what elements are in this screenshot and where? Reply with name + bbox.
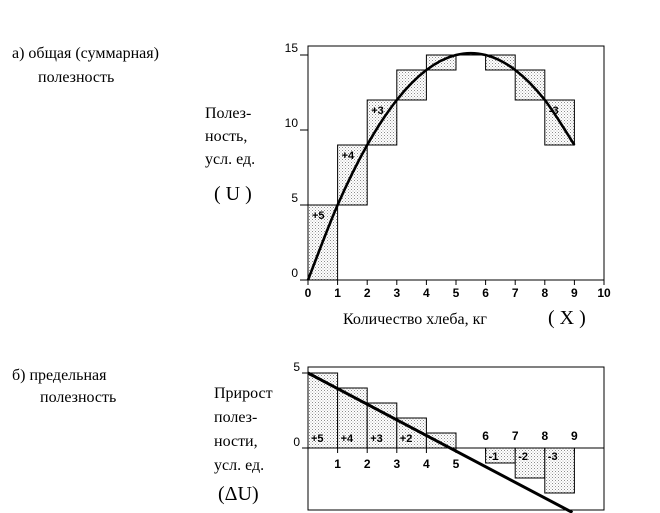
bar-label: -3: [547, 451, 558, 463]
y-tick-label-b: 5: [293, 360, 300, 374]
panel-a-label-2: полезность: [38, 69, 115, 86]
x-tick-label-a: 8: [541, 286, 549, 300]
panel-a-ysymbol: ( U ): [214, 183, 252, 205]
x-tick-label-b: 6: [482, 429, 489, 443]
bar-label: -1: [488, 451, 499, 463]
x-tick-label-a: 7: [511, 286, 519, 300]
step-label: +4: [341, 150, 355, 162]
x-tick-label-a: 5: [452, 286, 460, 300]
x-tick-label-a: 1: [334, 286, 341, 300]
panel-b-label: б) предельная: [12, 367, 107, 384]
panel-a-ylabel-1: Полез-: [205, 105, 252, 122]
bar-label: +3: [370, 433, 383, 445]
y-tick-label-b: 0: [293, 435, 300, 449]
panel-a-ylabel-2: ность,: [205, 128, 248, 145]
x-tick-label-b: 9: [571, 429, 578, 443]
step-label: +5: [312, 210, 325, 222]
panel-b-ylabel-3: ности,: [214, 433, 258, 450]
x-tick-label-a: 9: [571, 286, 578, 300]
chart-b: [293, 360, 604, 513]
marginal-utility-bar: [426, 433, 456, 448]
step-label: +3: [371, 105, 384, 117]
panel-b-ylabel-2: полез-: [214, 409, 258, 426]
x-tick-label-a: 4: [423, 286, 430, 300]
bar-label: +4: [340, 433, 354, 445]
panel-a-xsymbol: ( X ): [548, 307, 586, 329]
step-label: -3: [548, 105, 559, 117]
y-tick-label-a: 5: [291, 191, 298, 205]
x-tick-label-a: 3: [393, 286, 401, 300]
panel-b-ylabel-1: Прирост: [214, 385, 273, 402]
panel-a-ylabel-3: усл. ед.: [205, 151, 256, 168]
y-tick-label-a: 10: [284, 116, 298, 130]
x-tick-label-a: 2: [363, 286, 371, 300]
x-tick-label-b: 4: [423, 457, 430, 471]
y-tick-label-a: 15: [284, 41, 298, 55]
panel-b-ylabel-4: усл. ед.: [214, 457, 265, 474]
panel-a-label: а) общая (суммарная): [12, 45, 159, 62]
x-tick-label-b: 3: [393, 457, 401, 471]
x-tick-label-b: 1: [334, 457, 341, 471]
x-tick-label-b: 2: [363, 457, 371, 471]
x-tick-label-a: 6: [482, 286, 489, 300]
bar-label: -2: [518, 451, 528, 463]
x-tick-label-b: 7: [511, 429, 519, 443]
panel-b-label-2: полезность: [40, 389, 117, 406]
chart-a: [285, 41, 611, 300]
panel-a-xlabel: Количество хлеба, кг: [343, 311, 487, 328]
y-tick-label-a: 0: [291, 266, 298, 280]
panel-b-ysymbol: (ΔU): [218, 483, 259, 505]
bar-label: +2: [399, 433, 413, 445]
x-tick-label-a: 0: [304, 286, 312, 300]
x-tick-label-a: 10: [597, 286, 611, 300]
x-tick-label-b: 8: [541, 429, 549, 443]
x-tick-label-b: 5: [452, 457, 460, 471]
bar-label: +5: [311, 433, 324, 445]
